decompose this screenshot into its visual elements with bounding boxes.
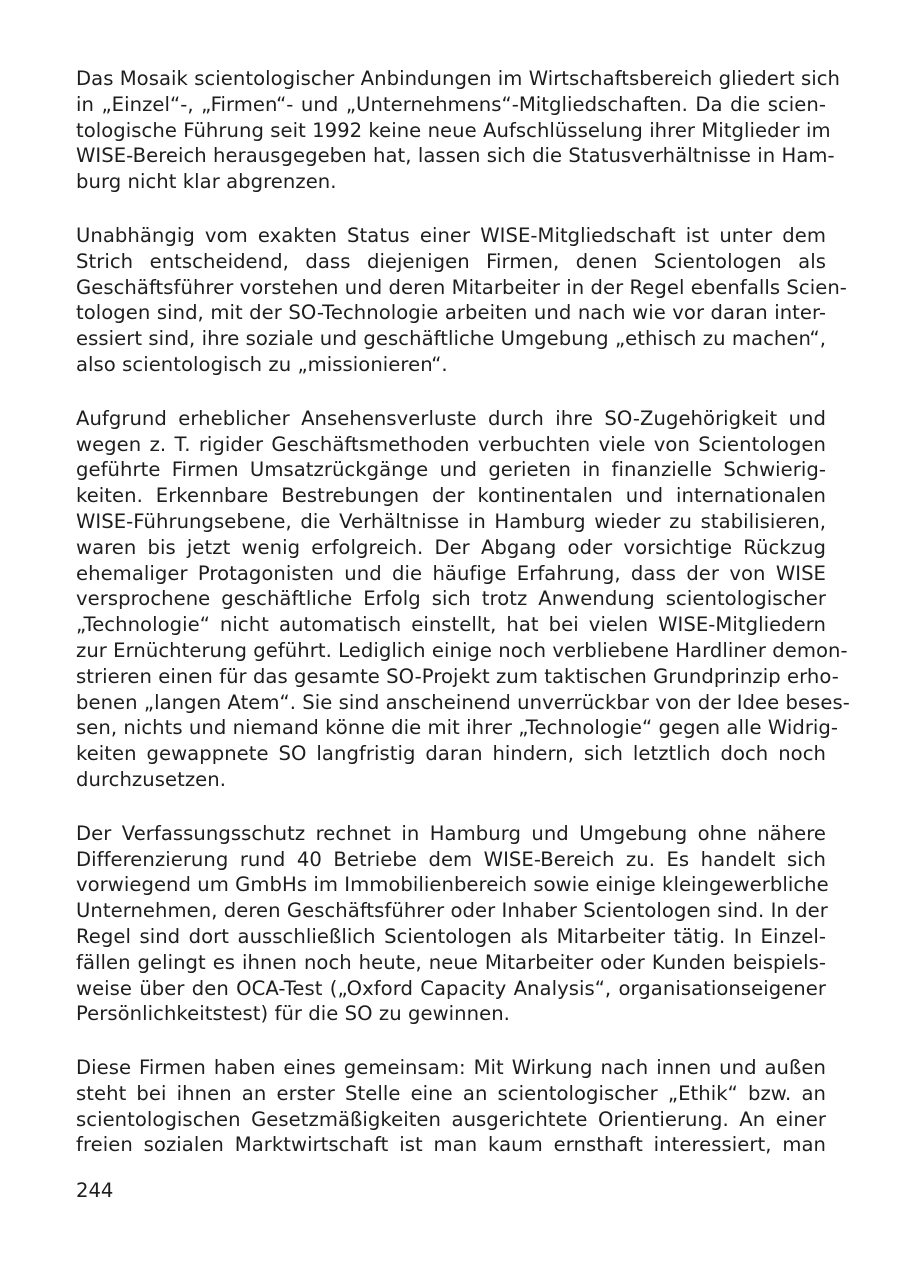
text-line: Aufgrund erheblicher Ansehensverluste durch ihre SO-Zugehörigkeit und <box>76 406 826 430</box>
paragraph-common-ethics <box>76 1055 826 1158</box>
text-line: essiert sind, ihre soziale und geschäftliche Umgebung „ethisch zu machen“, <box>76 327 826 351</box>
text-line: tologen sind, mit der SO-Technologie arbeiten und nach wie vor daran inter- <box>76 301 826 325</box>
text-line: geführte Firmen Umsatzrückgänge und gerieten in finanzielle Schwierig- <box>76 458 826 482</box>
page-number: 244 <box>76 1179 114 1202</box>
text-line: in „Einzel“-, „Firmen“- und „Unternehmens“-Mitgliedschaften. Da die scien- <box>76 92 826 116</box>
text-line: Der Verfassungsschutz rechnet in Hamburg und Umgebung ohne nähere <box>76 821 826 845</box>
text-line: keiten gewappnete SO langfristig daran hindern, sich letztlich doch noch <box>76 742 826 766</box>
text-line: Unabhängig vom exakten Status einer WISE-Mitgliedschaft ist unter dem <box>76 223 826 247</box>
text-line: WISE-Bereich herausgegeben hat, lassen sich die Statusverhältnisse in Ham- <box>76 144 835 168</box>
text-line: keiten. Erkennbare Bestrebungen der kontinentalen und internationalen <box>76 484 826 508</box>
text-line: durchzusetzen. <box>76 767 227 791</box>
paragraph-verfassungsschutz <box>76 821 829 1027</box>
text-line: Diese Firmen haben eines gemeinsam: Mit Wirkung nach innen und außen <box>76 1056 826 1080</box>
text-line: Geschäftsführer vorstehen und deren Mitarbeiter in der Regel ebenfalls Scien- <box>76 275 847 299</box>
text-line: ehemaliger Protagonisten und die häufige Erfahrung, dass der von WISE <box>76 561 826 585</box>
text-line: burg nicht klar abgrenzen. <box>76 170 337 194</box>
text-line: sen, nichts und niemand könne die mit ihrer „Technologie“ gegen alle Widrig- <box>76 716 839 740</box>
text-line: scientologischen Gesetzmäßigkeiten ausgerichtete Orientierung. An einer <box>76 1107 826 1131</box>
text-line: Differenzierung rund 40 Betriebe dem WISE-Bereich zu. Es handelt sich <box>76 847 826 871</box>
text-line: Das Mosaik scientologischer Anbindungen im Wirtschaftsbereich gliedert sich <box>76 67 841 90</box>
text-line: wegen z. T. rigider Geschäftsmethoden verbuchten viele von Scientologen <box>76 432 826 456</box>
text-line: also scientologisch zu „missionieren“. <box>76 352 448 376</box>
text-line: steht bei ihnen an erster Stelle eine an scientologischer „Ethik“ bzw. an <box>76 1081 826 1105</box>
text-line: WISE-Führungsebene, die Verhältnisse in Hamburg wieder zu stabilisieren, <box>76 509 826 533</box>
paragraph-wise-membership-types <box>76 66 841 195</box>
text-line: waren bis jetzt wenig erfolgreich. Der Abgang oder vorsichtige Rückzug <box>76 535 826 559</box>
text-line: vorwiegend um GmbHs im Immobilienbereich sowie einige kleingewerbliche <box>76 873 829 897</box>
text-line: benen „langen Atem“. Sie sind anscheinend unverrückbar von der Idee beses- <box>76 690 850 714</box>
text-line: Strich entscheidend, dass diejenigen Firmen, denen Scientologen als <box>76 249 826 273</box>
text-line: „Technologie“ nicht automatisch einstellt, hat bei vielen WISE-Mitgliedern <box>76 613 826 637</box>
text-line: Regel sind dort ausschließlich Scientologen als Mitarbeiter tätig. In Einzel- <box>76 924 826 948</box>
page-body <box>76 66 850 1186</box>
text-line: tologische Führung seit 1992 keine neue Aufschlüsselung ihrer Mitglieder im <box>76 118 831 142</box>
text-line: strieren einen für das gesamte SO-Projekt zum taktischen Grundprinzip erho- <box>76 664 839 688</box>
text-line: weise über den OCA-Test („Oxford Capacity Analysis“, organisationseigener <box>76 976 826 1000</box>
text-line: fällen gelingt es ihnen noch heute, neue Mitarbeiter oder Kunden beispiels- <box>76 950 826 974</box>
text-line: zur Ernüchterung geführt. Lediglich einige noch verbliebene Hardliner demon- <box>76 638 848 662</box>
paragraph-wise-firms <box>76 223 847 378</box>
text-line: Persönlichkeitstest) für die SO zu gewinnen. <box>76 1002 510 1026</box>
paragraph-reputation-losses <box>76 406 850 793</box>
text-line: Unternehmen, deren Geschäftsführer oder Inhaber Scientologen sind. In der <box>76 899 828 923</box>
text-line: versprochene geschäftliche Erfolg sich trotz Anwendung scientologischer <box>76 587 826 611</box>
text-line: freien sozialen Marktwirtschaft ist man kaum ernsthaft interessiert, man <box>76 1133 826 1157</box>
